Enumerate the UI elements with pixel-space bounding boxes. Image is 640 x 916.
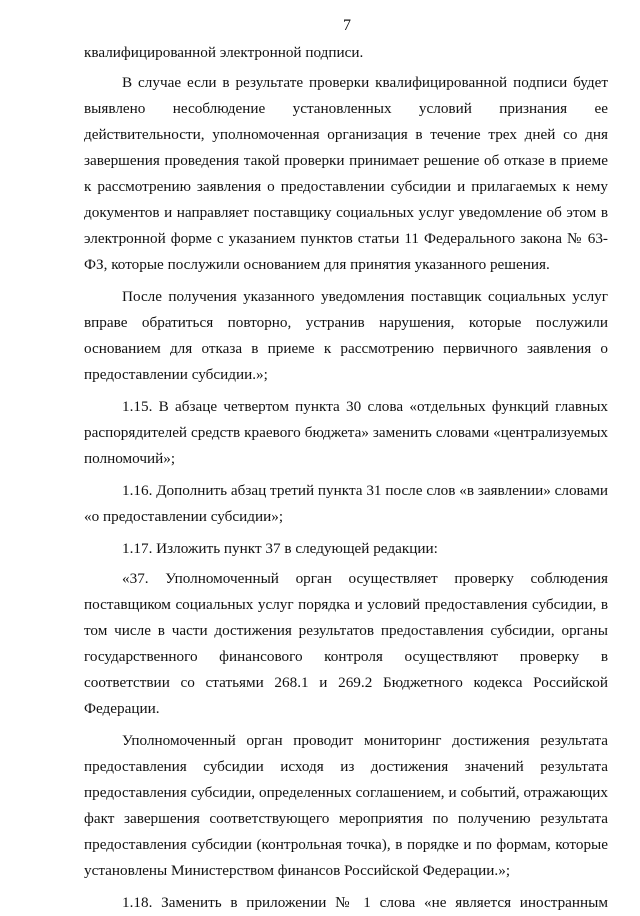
paragraph-signature-continuation: квалифицированной электронной подписи. — [84, 44, 364, 61]
paragraph-item-1-15: 1.15. В абзаце четвертом пункта 30 слова «отдельных функций главных распорядителей средств краевого бюджета» заменить словами «централизуемых полномочий»; — [84, 398, 608, 467]
paragraph-repeat-application: После получения указанного уведомления поставщик социальных услуг вправе обратиться повторно, устранив нарушения, которые послужили основанием для отказа в приеме к рассмотрению первичного заявления о предоставлении субсидии.»; — [84, 288, 608, 383]
paragraph-item-1-18: 1.18. Заменить в приложении № 1 слова «не является иностранным — [122, 894, 608, 911]
paragraph-item-37-text: «37. Уполномоченный орган осуществляет проверку соблюдения поставщиком социальных услуг порядка и условий предоставления субсидии, в том числе в части достижения результатов предоставления субсидии, органы государственного финансового контроля осуществляют проверку в соответствии со статьями 268.1 и 269.2 Бюджетного кодекса Российской Федерации. — [84, 570, 608, 717]
page-number: 7 — [343, 17, 351, 34]
paragraph-item-1-17: 1.17. Изложить пункт 37 в следующей редакции: — [122, 540, 438, 557]
paragraph-monitoring: Уполномоченный орган проводит мониторинг достижения результата предоставления субсидии исходя из достижения значений результата предоставления субсидии, определенных соглашением, и событий, отражающих факт завершения соответствующего мероприятия по получению результата предоставления субсидии (контрольная точка), в порядке и по формам, которые установлены Министерством финансов Российской Федерации.»; — [84, 732, 608, 879]
paragraph-signature-check: В случае если в результате проверки квалифицированной подписи будет выявлено несоблюдение установленных условий признания ее действительности, уполномоченная организация в течение трех дней со дня завершения проведения такой проверки принимает решение об отказе в приеме к рассмотрению заявления о предоставлении субсидии и прилагаемых к нему документов и направляет поставщику социальных услуг уведомление об этом в электронной форме с указанием пунктов статьи 11 Федерального закона № 63-ФЗ, которые послужили основанием для принятия указанного решения. — [84, 74, 608, 273]
paragraph-item-1-16: 1.16. Дополнить абзац третий пункта 31 после слов «в заявлении» словами «о предоставлении субсидии»; — [84, 482, 608, 525]
